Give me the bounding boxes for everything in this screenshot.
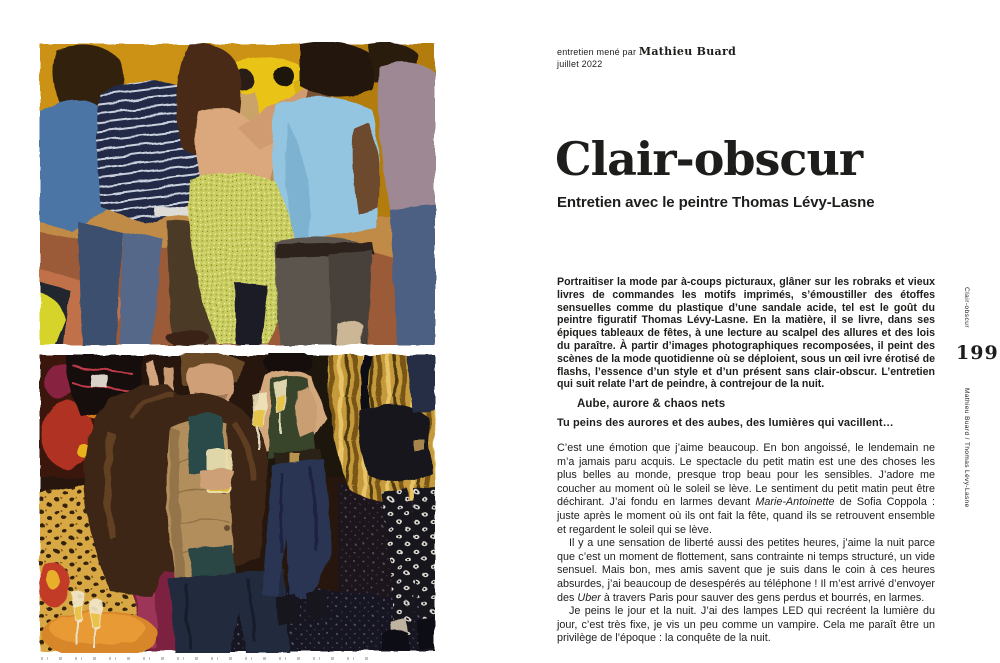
intro-paragraph: Portraitiser la mode par à-coups picturaux, glâner sur les robraks et vieux livres de commandes les motifs imprimés, s’émoustiller des étoffes sensuelles comme du plastique d’une sandale acide, tel est le goût du peintre figuratif Thomas Lévy-Lasne. En la matière, il se livre, dans ses épiques tableaux de fêtes, à une lecture au scalpel des allures et des lois du paraître. À partir d’images photographiques recomposées, il peint des scènes de la mode quotidienne où se déploient, sous un œil ivre érotisé de flashs, l’essence d’un style et d’un présent sans clair-obscur. L’entretien qui suit relate l’art de peindre, à contrejour de la nuit. bbox=[557, 276, 935, 391]
answer-paragraph-2 bbox=[557, 537, 935, 605]
interview-question: Tu peins des aurores et des aubes, des lumières qui vacillent… bbox=[557, 417, 894, 429]
article-subtitle: Entretien avec le peintre Thomas Lévy-Lasne bbox=[557, 194, 875, 211]
italic-brand-name: Uber bbox=[577, 591, 601, 604]
kicker-author: Mathieu Buard bbox=[638, 45, 737, 58]
italic-film-title: Marie-Antoinette bbox=[755, 496, 835, 509]
painting-party-canvas bbox=[38, 353, 437, 653]
text-segment: Je peins le jour et la nuit. J’ai des lampes LED qui recréent la lumière du jour, c’est très fixe, je vis un peu comme un vampire. Cela me paraît être un privilège de l’époque : la conquête de la nuit. bbox=[557, 605, 935, 645]
article-body bbox=[557, 398, 935, 646]
text-segment: de Sofia Coppola : juste après le moment où ils ont fait la fête, quand ils se retrouvent ensemble et regardent le soleil qui se lève. bbox=[557, 496, 935, 536]
kicker bbox=[557, 46, 736, 70]
kicker-date: juillet 2022 bbox=[557, 59, 603, 69]
answer-paragraph-1 bbox=[557, 442, 935, 537]
caption-cutoff bbox=[41, 657, 371, 660]
text-segment: Il y a une sensation de liberté aussi des petites heures, j’aime la nuit parce que c’est un moment de flottement, sans contrainte ni temps structuré, un vide sensuel. Mais bon, mes amis savent que je suis dans le coin à ces heures absurdes, j’ai beaucoup de desespérés au téléphone ! Il m’est arrivé d’envoyer des bbox=[557, 537, 935, 604]
painting-party bbox=[38, 353, 437, 653]
running-title-vertical: Clair-obscur bbox=[963, 287, 970, 329]
answer-paragraph-3 bbox=[557, 605, 935, 646]
kicker-prefix: entretien mené par bbox=[557, 47, 639, 57]
article-title: Clair-obscur bbox=[555, 132, 863, 186]
right-page bbox=[557, 0, 935, 663]
painting-dancefloor-canvas bbox=[38, 42, 437, 347]
painting-dancefloor bbox=[38, 42, 437, 347]
section-heading: Aube, aurore & chaos nets bbox=[577, 398, 726, 410]
text-segment: C’est une émotion que j’aime beaucoup. En bon angoissé, le lendemain ne m’a jamais paru acquis. Le spectacle du petit matin est une des choses les plus belles au monde, presque trop beau pour les sensibles. J’adore me coucher au moment où le soleil se lève. Le sentiment du petit matin peut être déchirant. J’ai fondu en larmes devant bbox=[557, 442, 935, 509]
running-footer-vertical: Mathieu Buard / Thomas Lévy-Lasne bbox=[963, 388, 970, 508]
text-segment: à travers Paris pour sauver des gens perdus et bourrés, en larmes. bbox=[600, 591, 925, 604]
page-number: 199 bbox=[956, 342, 999, 364]
